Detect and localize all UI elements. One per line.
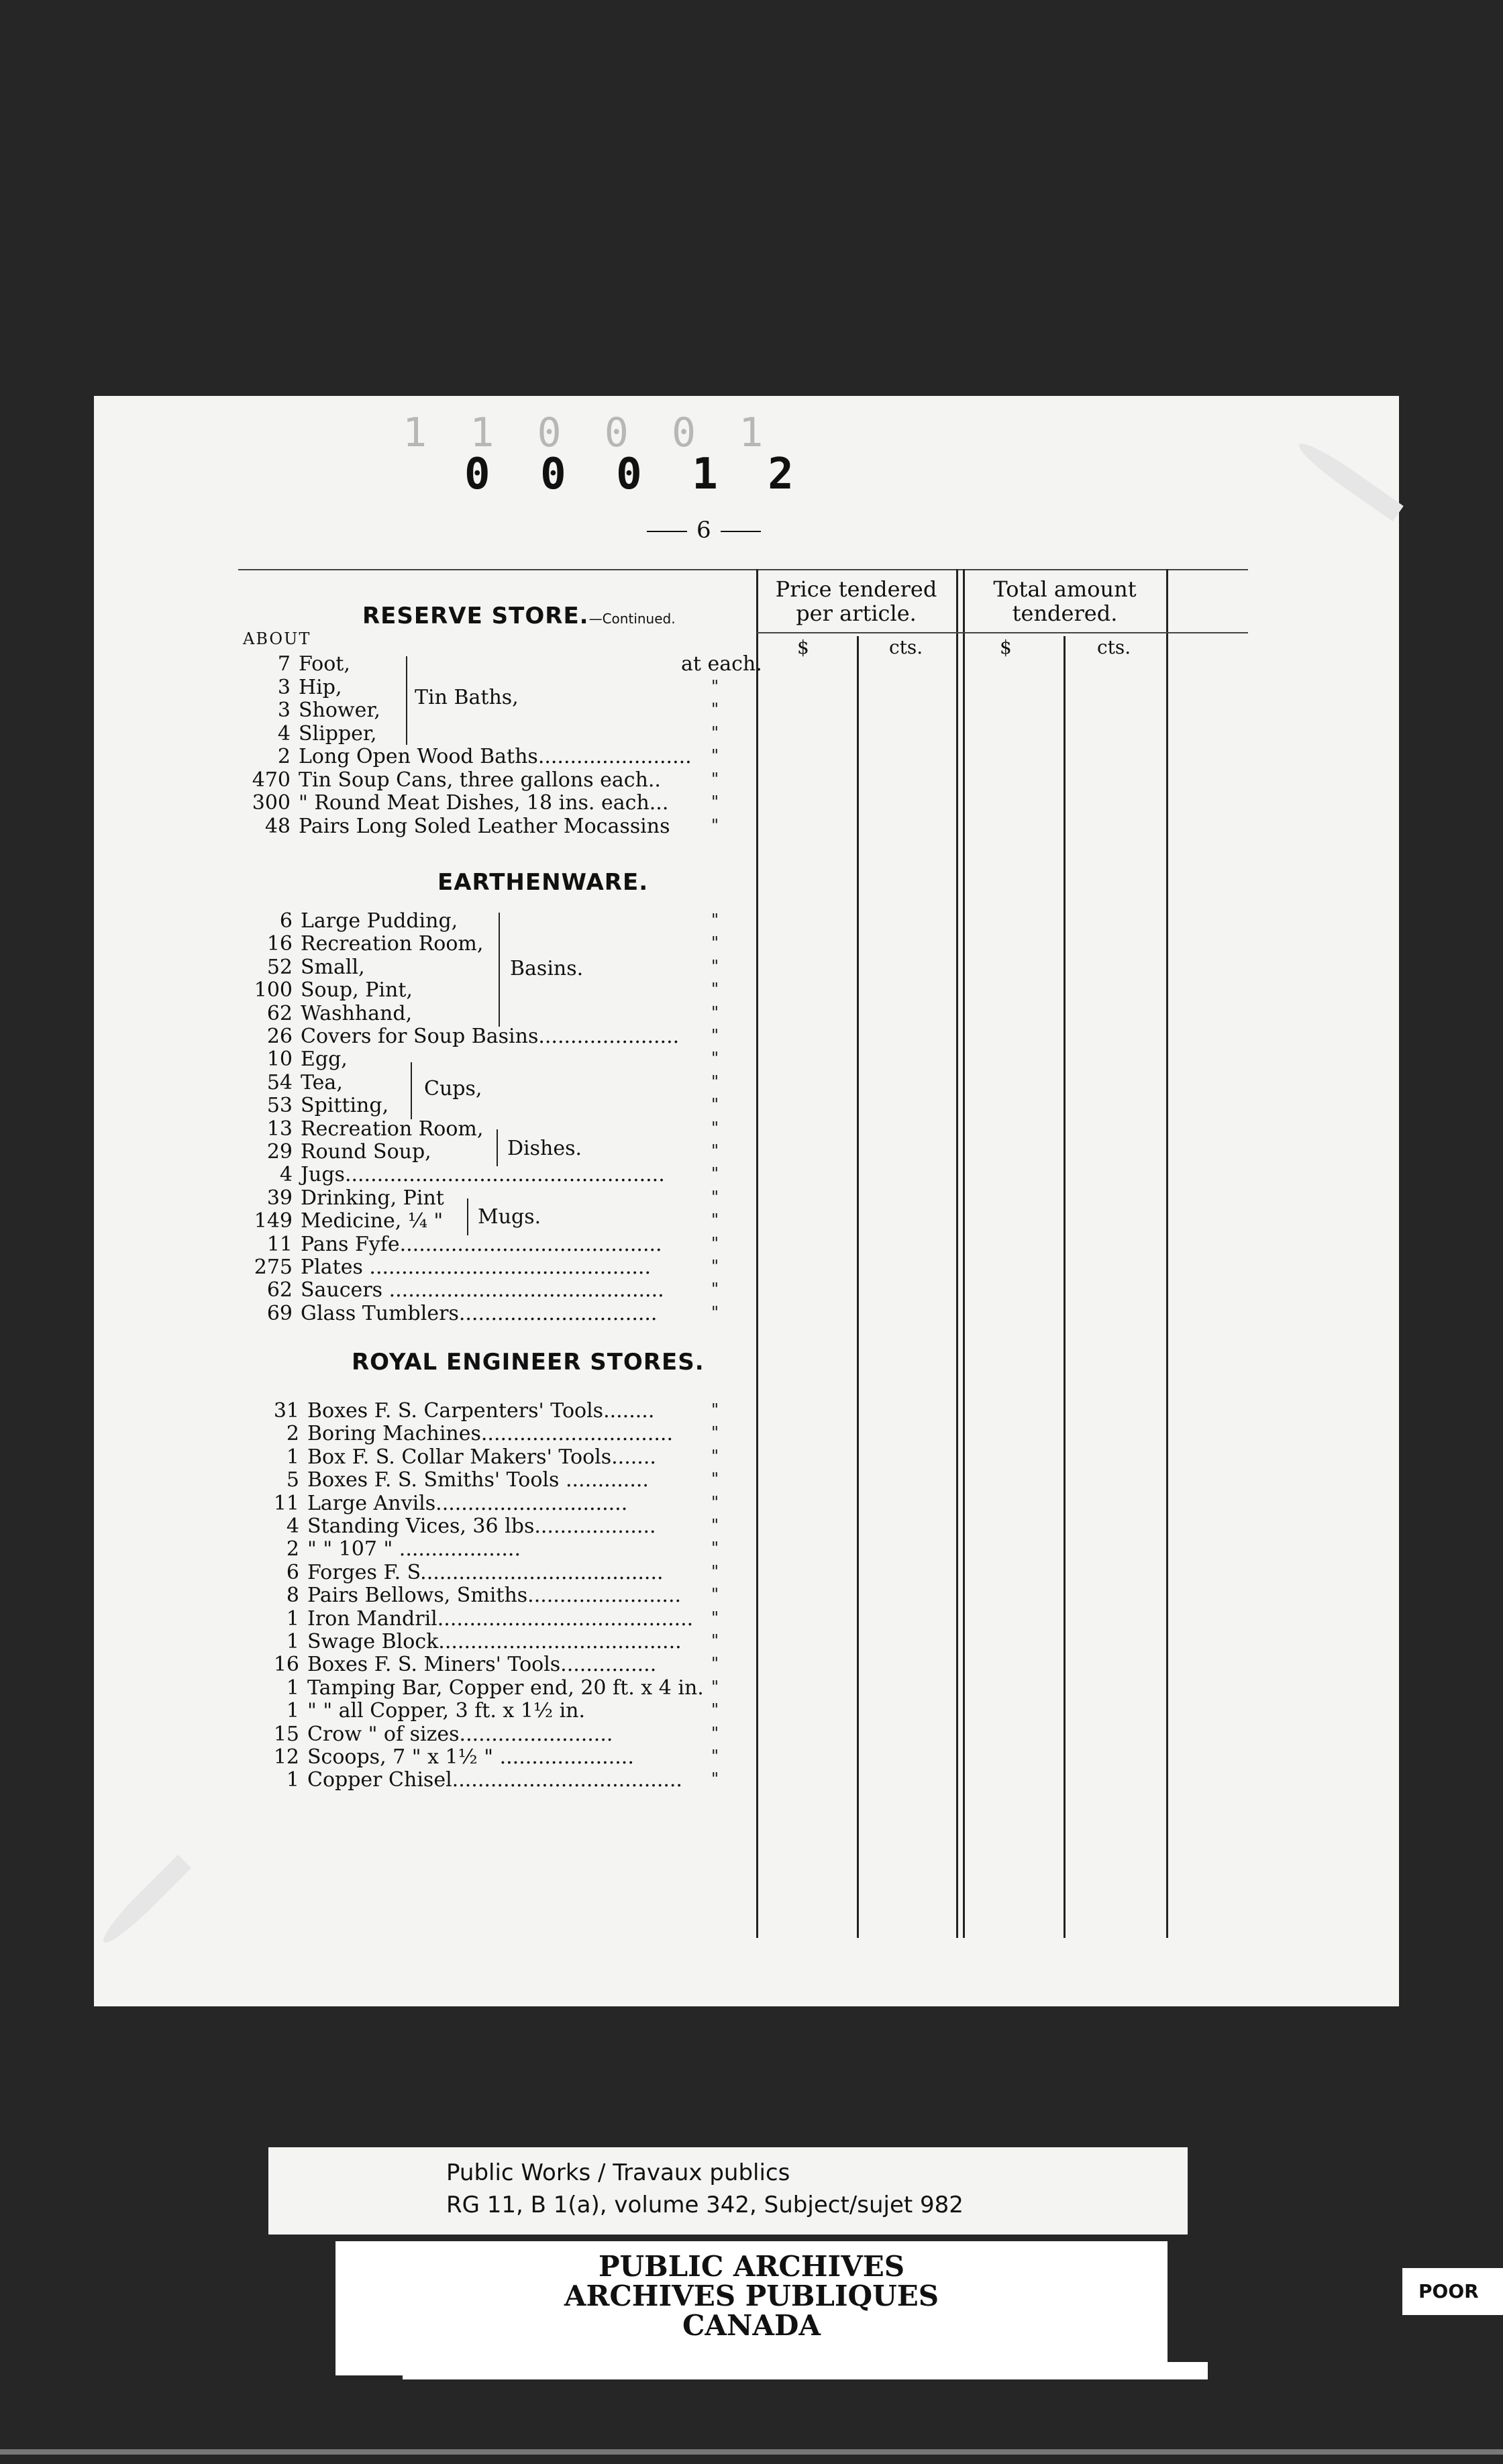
mugs-brace bbox=[467, 1198, 468, 1235]
item-quantity: 11 bbox=[273, 1491, 299, 1515]
item-quantity: 1 bbox=[286, 1630, 299, 1653]
archive-strip bbox=[403, 2362, 1208, 2379]
item-description: Glass Tumblers............................... bbox=[301, 1301, 658, 1325]
item-quantity: 1 bbox=[286, 1445, 299, 1469]
item-quantity: 149 bbox=[254, 1209, 293, 1233]
archive-stamp-line-2: ARCHIVES PUBLIQUES bbox=[564, 2279, 939, 2312]
item-quantity: 8 bbox=[286, 1584, 299, 1608]
item-description: Forges F. S...................................... bbox=[307, 1560, 664, 1584]
item-quantity: 470 bbox=[252, 768, 291, 792]
basins-brace bbox=[499, 913, 500, 1027]
item-description: Long Open Wood Baths........................ bbox=[299, 745, 692, 768]
item-quantity: 275 bbox=[254, 1255, 293, 1279]
ditto-mark: " bbox=[711, 1631, 719, 1650]
item-description: Foot, bbox=[299, 652, 350, 676]
item-quantity: 2 bbox=[277, 745, 291, 768]
item-description: Medicine, ¼ " bbox=[301, 1209, 444, 1233]
column-divider bbox=[1064, 636, 1066, 1938]
ditto-mark: " bbox=[711, 956, 719, 976]
item-description: Jugs.................................................. bbox=[301, 1163, 665, 1187]
ditto-mark: " bbox=[711, 1026, 719, 1045]
column-divider bbox=[956, 569, 958, 1938]
item-description: Small, bbox=[301, 955, 365, 979]
item-quantity: 52 bbox=[266, 955, 293, 979]
item-quantity: 7 bbox=[277, 652, 291, 676]
item-description: Recreation Room, bbox=[301, 932, 484, 956]
ditto-mark: " bbox=[711, 1302, 719, 1322]
item-description: Saucers ........................................... bbox=[301, 1278, 664, 1302]
item-quantity: 48 bbox=[264, 814, 291, 838]
item-description: Shower, bbox=[299, 699, 380, 722]
ditto-mark: " bbox=[711, 1141, 719, 1160]
ditto-mark: " bbox=[711, 769, 719, 788]
item-description: " " 107 " ................... bbox=[307, 1537, 521, 1561]
item-description: Pairs Bellows, Smiths........................ bbox=[307, 1584, 682, 1608]
item-quantity: 1 bbox=[286, 1606, 299, 1631]
binder-clip-tip bbox=[1294, 437, 1404, 521]
item-description: Boring Machines.............................. bbox=[307, 1422, 673, 1446]
tin-baths-brace bbox=[406, 656, 407, 745]
tin-baths-label: Tin Baths, bbox=[415, 686, 519, 709]
item-quantity: 31 bbox=[273, 1399, 299, 1423]
ditto-mark: " bbox=[711, 1257, 719, 1276]
item-description: Copper Chisel.................................... bbox=[307, 1768, 682, 1792]
archive-stamp-line-3: CANADA bbox=[682, 2309, 821, 2342]
ditto-mark: " bbox=[711, 1095, 719, 1115]
item-quantity: 3 bbox=[277, 675, 291, 699]
scan-edge bbox=[0, 2449, 1503, 2455]
cups-label: Cups, bbox=[424, 1077, 482, 1100]
archive-label-line-1: Public Works / Travaux publics bbox=[446, 2159, 790, 2186]
at-each-label: at each. bbox=[681, 652, 762, 676]
item-quantity: 6 bbox=[286, 1560, 299, 1584]
item-quantity: 39 bbox=[266, 1186, 293, 1210]
item-description: Round Soup, bbox=[301, 1140, 431, 1164]
dishes-label: Dishes. bbox=[507, 1137, 582, 1160]
item-quantity: 1 bbox=[286, 1768, 299, 1792]
ditto-mark: " bbox=[711, 1539, 719, 1558]
item-description: Tin Soup Cans, three gallons each.. bbox=[299, 768, 661, 792]
item-quantity: 6 bbox=[279, 909, 293, 933]
basins-label: Basins. bbox=[510, 957, 584, 980]
ditto-mark: " bbox=[711, 1423, 719, 1443]
item-description: Large Pudding, bbox=[301, 909, 458, 933]
ditto-mark: " bbox=[711, 676, 719, 696]
ditto-mark: " bbox=[711, 1164, 719, 1184]
ditto-mark: " bbox=[711, 1187, 719, 1207]
item-quantity: 53 bbox=[266, 1094, 293, 1118]
item-description: Standing Vices, 36 lbs................... bbox=[307, 1515, 656, 1538]
column-header-rule bbox=[757, 632, 1248, 633]
item-description: Scoops, 7 " x 1½ " ..................... bbox=[307, 1745, 634, 1769]
item-quantity: 26 bbox=[266, 1025, 293, 1048]
item-description: Boxes F. S. Miners' Tools............... bbox=[307, 1653, 657, 1677]
item-description: Crow " of sizes........................ bbox=[307, 1722, 613, 1746]
ditto-mark: " bbox=[711, 1492, 719, 1512]
ditto-mark: " bbox=[711, 1470, 719, 1489]
ditto-mark: " bbox=[711, 1769, 719, 1789]
section-title-royal-engineer-stores: ROYAL ENGINEER STORES. bbox=[352, 1349, 705, 1376]
item-description: Boxes F. S. Smiths' Tools ............. bbox=[307, 1468, 649, 1492]
item-description: Plates ............................................ bbox=[301, 1255, 651, 1279]
item-description: Covers for Soup Basins...................... bbox=[301, 1025, 680, 1048]
quality-tag: POOR bbox=[1402, 2268, 1503, 2315]
item-quantity: 12 bbox=[273, 1745, 299, 1769]
item-description: Pans Fyfe......................................... bbox=[301, 1232, 662, 1256]
ditto-mark: " bbox=[711, 815, 719, 835]
dishes-brace bbox=[497, 1129, 498, 1166]
ditto-mark: " bbox=[711, 1747, 719, 1765]
item-quantity: 4 bbox=[279, 1163, 293, 1187]
item-description: Box F. S. Collar Makers' Tools....... bbox=[307, 1445, 656, 1469]
item-description: Swage Block...................................... bbox=[307, 1630, 682, 1653]
item-quantity: 4 bbox=[286, 1515, 299, 1538]
header-rule bbox=[238, 569, 1248, 570]
archive-label-line-2: RG 11, B 1(a), volume 342, Subject/sujet 982 bbox=[446, 2192, 964, 2218]
item-description: " " all Copper, 3 ft. x 1½ in. bbox=[307, 1699, 586, 1723]
item-quantity: 16 bbox=[273, 1653, 299, 1677]
item-description: Hip, bbox=[299, 675, 342, 699]
price-column-header: Price tendered per article. bbox=[775, 576, 937, 626]
item-description: Washhand, bbox=[301, 1001, 413, 1025]
item-quantity: 54 bbox=[266, 1070, 293, 1094]
column-divider bbox=[857, 636, 859, 1938]
ditto-mark: " bbox=[711, 1003, 719, 1022]
page-number: 6 bbox=[637, 517, 770, 544]
item-quantity: 29 bbox=[266, 1140, 293, 1164]
total-column-header: Total amount tendered. bbox=[993, 576, 1137, 626]
binder-clip-tip bbox=[97, 1855, 191, 1949]
section-title-reserve-store: RESERVE STORE.—Continued. bbox=[362, 603, 676, 629]
page-stamp-number: 0 0 0 1 2 bbox=[464, 450, 806, 499]
item-description: Slipper, bbox=[299, 721, 377, 746]
column-divider bbox=[1166, 569, 1168, 1938]
item-description: Tea, bbox=[301, 1070, 343, 1094]
ditto-mark: " bbox=[711, 1723, 719, 1743]
cents-label: cts. bbox=[889, 636, 923, 658]
ditto-mark: " bbox=[711, 1118, 719, 1137]
item-description: Large Anvils.............................. bbox=[307, 1491, 628, 1515]
item-quantity: 10 bbox=[266, 1047, 293, 1072]
item-description: Egg, bbox=[301, 1047, 348, 1072]
ditto-mark: " bbox=[711, 700, 719, 719]
item-description: " Round Meat Dishes, 18 ins. each... bbox=[299, 791, 669, 815]
item-quantity: 3 bbox=[277, 699, 291, 722]
item-quantity: 15 bbox=[273, 1722, 299, 1746]
mugs-label: Mugs. bbox=[478, 1205, 541, 1229]
item-description: Iron Mandril........................................ bbox=[307, 1606, 694, 1631]
cups-brace bbox=[411, 1062, 412, 1119]
archive-stamp-line-1: PUBLIC ARCHIVES bbox=[598, 2250, 905, 2283]
item-quantity: 4 bbox=[277, 721, 291, 746]
ditto-mark: " bbox=[711, 1072, 719, 1091]
cents-label: cts. bbox=[1097, 636, 1131, 658]
item-quantity: 2 bbox=[286, 1537, 299, 1561]
item-description: Recreation Room, bbox=[301, 1117, 484, 1141]
ditto-mark: " bbox=[711, 723, 719, 742]
ditto-mark: " bbox=[711, 1233, 719, 1253]
document-page bbox=[94, 396, 1399, 2006]
ditto-mark: " bbox=[711, 1677, 719, 1696]
ditto-mark: " bbox=[711, 933, 719, 953]
section-title-earthenware: EARTHENWARE. bbox=[437, 869, 649, 896]
ditto-mark: " bbox=[711, 746, 719, 765]
item-description: Pairs Long Soled Leather Mocassins bbox=[299, 814, 670, 838]
item-quantity: 100 bbox=[254, 978, 293, 1003]
faint-stamp-number: 1 1 0 0 0 1 bbox=[403, 409, 773, 456]
public-archives-stamp bbox=[335, 2241, 1168, 2375]
item-quantity: 5 bbox=[286, 1468, 299, 1492]
ditto-mark: " bbox=[711, 1400, 719, 1419]
ditto-mark: " bbox=[711, 1700, 719, 1720]
ditto-mark: " bbox=[711, 1608, 719, 1627]
item-description: Soup, Pint, bbox=[301, 978, 413, 1003]
ditto-mark: " bbox=[711, 1561, 719, 1581]
item-quantity: 62 bbox=[266, 1001, 293, 1025]
item-quantity: 300 bbox=[252, 791, 291, 815]
item-quantity: 16 bbox=[266, 932, 293, 956]
item-description: Spitting, bbox=[301, 1094, 389, 1118]
ditto-mark: " bbox=[711, 1446, 719, 1466]
ditto-mark: " bbox=[711, 1280, 719, 1299]
dollars-label: $ bbox=[797, 636, 809, 658]
ditto-mark: " bbox=[711, 1049, 719, 1068]
item-description: Tamping Bar, Copper end, 20 ft. x 4 in. bbox=[307, 1676, 704, 1700]
item-quantity: 62 bbox=[266, 1278, 293, 1302]
ditto-mark: " bbox=[711, 1654, 719, 1674]
item-quantity: 13 bbox=[266, 1117, 293, 1141]
item-quantity: 11 bbox=[266, 1232, 293, 1256]
item-quantity: 1 bbox=[286, 1699, 299, 1723]
column-divider bbox=[963, 569, 965, 1938]
archive-reference-label bbox=[268, 2147, 1188, 2235]
ditto-mark: " bbox=[711, 792, 719, 811]
item-quantity: 2 bbox=[286, 1422, 299, 1446]
dollars-label: $ bbox=[1000, 636, 1012, 658]
item-quantity: 1 bbox=[286, 1676, 299, 1700]
column-divider bbox=[756, 569, 758, 1938]
item-description: Boxes F. S. Carpenters' Tools........ bbox=[307, 1399, 655, 1423]
about-label: ABOUT bbox=[243, 629, 311, 648]
ditto-mark: " bbox=[711, 1516, 719, 1535]
ditto-mark: " bbox=[711, 1211, 719, 1230]
ditto-mark: " bbox=[711, 1585, 719, 1604]
ditto-mark: " bbox=[711, 980, 719, 999]
item-quantity: 69 bbox=[266, 1301, 293, 1325]
ditto-mark: " bbox=[711, 911, 719, 929]
item-description: Drinking, Pint bbox=[301, 1186, 444, 1210]
